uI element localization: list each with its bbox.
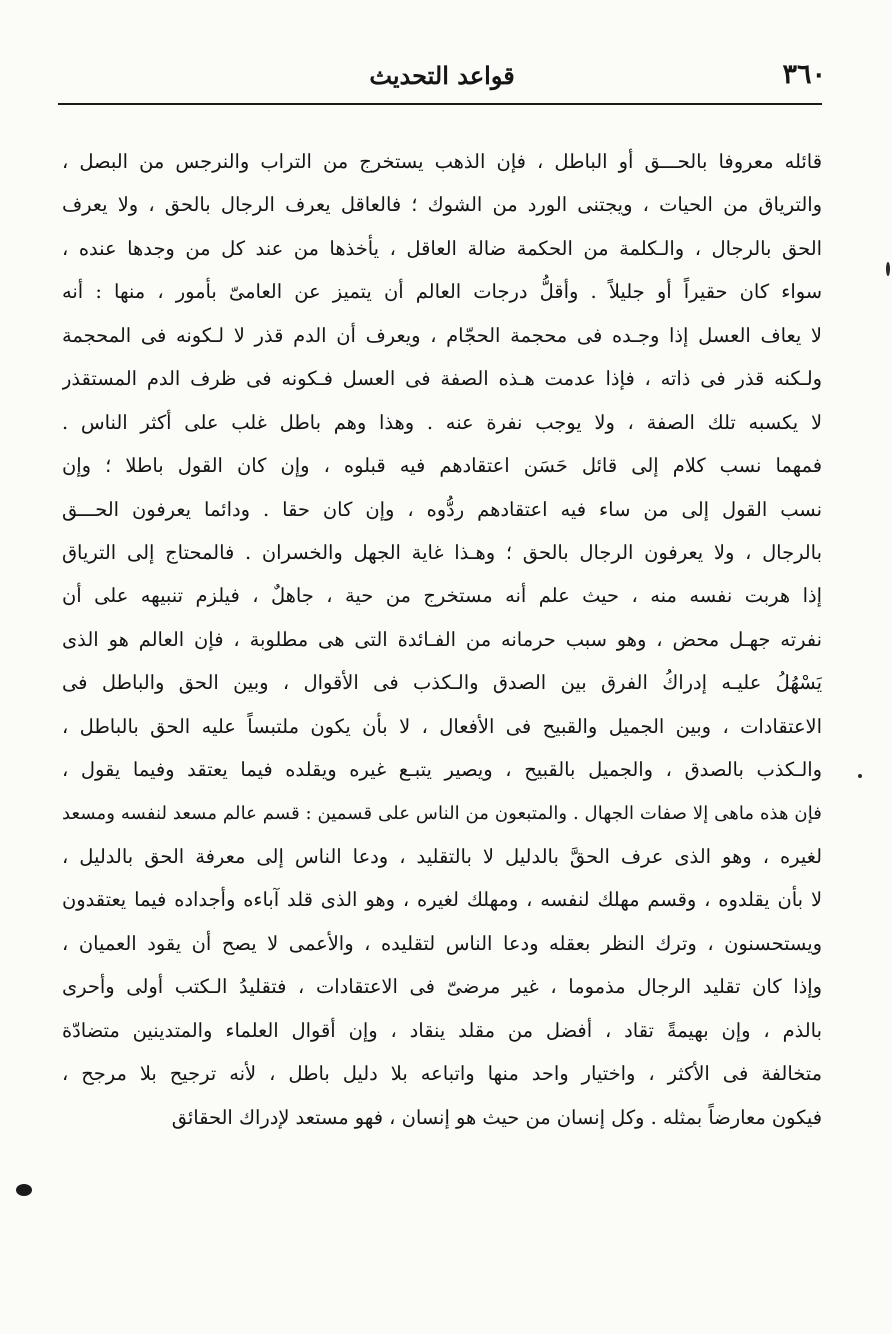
text-line: لا يكسبه تلك الصفة ، ولا يوجب نفرة عنه . وهذا وهم باطل غلب على أكثر الناس .: [62, 410, 822, 434]
text-line: نفرته جهـل محض ، وهو سبب حرمانه من الفـائدة التى هى مطلوبة ، فإن العالم هو الذى: [62, 627, 822, 651]
text-line: الحق بالرجال ، والـكلمة من الحكمة ضالة العاقل ، يأخذها من عند كل من وجدها عنده ،: [62, 236, 822, 260]
text-line: يَسْهُلُ عليـه إدراكُ الفرق بين الصدق والـكذب فى الأقوال ، وبين الحق والباطل فى: [62, 671, 822, 695]
text-line: ولـكنه قذر فى ذاته ، فإذا عدمت هـذه الصفة فى العسل فـكونه فى ظرف الدم المستقذر: [62, 367, 822, 391]
text-line: لا بأن يقلدوه ، وقسم مهلك لنفسه ، ومهلك لغيره ، وهو الذى قلد آباءه وأجداده فيما يعتقدون: [62, 888, 822, 912]
text-line: إذا هربت نفسه منه ، حيث علم أنه مستخرج من حية ، جاهلٌ ، فيلزم تنبيهه على أن: [62, 584, 822, 608]
text-line: بالرجال ، ولا يعرفون الرجال بالحق ؛ وهـذا غاية الجهل والخسران . فالمحتاج إلى الترياق: [62, 540, 822, 564]
text-line: فإن هذه ماهى إلا صفات الجهال . والمتبعون من الناس على قسمين : قسم عالم مسعد لنفسه ومسعد: [62, 802, 822, 824]
text-line: سواء كان حقيراً أو جليلاً . وأقلُّ درجات العالم أن يتميز عن العامىّ بأمور ، منها : أنه: [62, 280, 822, 304]
header-rule: [58, 103, 822, 105]
text-line: متخالفة فى الأكثر ، واختيار واحد منها واتباعه بلا دليل باطل ، لأنه ترجيح بلا مرجح ،: [62, 1062, 822, 1086]
body-text: [62, 140, 822, 1139]
text-line: والـكذب بالصدق ، والجميل بالقبيح ، ويصير يتبـع غيره ويقلده فيما يعتقد وفيما يقول ،: [62, 758, 822, 782]
text-line: نسب القول إلى من ساء فيه اعتقادهم ردُّوه ، وإن كان حقا . ودائما يعرفون الحـــق: [62, 497, 822, 521]
text-line: الاعتقادات ، وبين الجميل والقبيح فى الأفعال ، لا بأن يكون ملتبساً عليه الحق بالباطل ،: [62, 714, 822, 738]
running-title: قواعد التحديث: [369, 61, 515, 90]
page-number: ٣٦٠: [782, 59, 826, 90]
text-line: وإذا كان تقليد الرجال مذموما ، غير مرضىّ فى الاعتقادات ، فتقليدُ الـكتب أولى وأحرى: [62, 975, 822, 999]
text-line: فمهما نسب كلام إلى قائل حَسَن اعتقادهم فيه قبلوه ، وإن كان القول باطلا ؛ وإن: [62, 454, 822, 478]
ink-blot: [16, 1184, 32, 1196]
text-line: ويستحسنون ، وترك النظر بعقله ودعا الناس لتقليده ، والأعمى لا يصح أن يقود العميان ،: [62, 931, 822, 955]
text-line: فيكون معارضاً بمثله . وكل إنسان من حيث هو إنسان ، فهو مستعد لإدراك الحقائق: [171, 1105, 822, 1129]
ink-speck: [886, 262, 890, 276]
text-line: لا يعاف العسل إذا وجـده فى محجمة الحجّام ، ويعرف أن الدم قذر لا لـكونه فى المحجمة: [62, 323, 822, 347]
text-line: لغيره ، وهو الذى عرف الحقَّ بالدليل لا بالتقليد ، ودعا الناس إلى معرفة الحق بالدليل ،: [62, 845, 822, 868]
ink-speck: [858, 774, 862, 778]
page-header: [58, 56, 826, 100]
text-line: قائله معروفا بالحـــق أو الباطل ، فإن الذهب يستخرج من التراب والنرجس من البصل ،: [62, 150, 822, 173]
text-line: والترياق من الحيات ، ويجتنى الورد من الشوك ؛ فالعاقل يعرف الرجال بالحق ، ولا يعرف: [62, 193, 822, 217]
text-line: بالذم ، وإن بهيمةً تقاد ، أفضل من مقلد ينقاد ، وإن أقوال العلماء والمتدينين متضادّة: [62, 1018, 822, 1042]
